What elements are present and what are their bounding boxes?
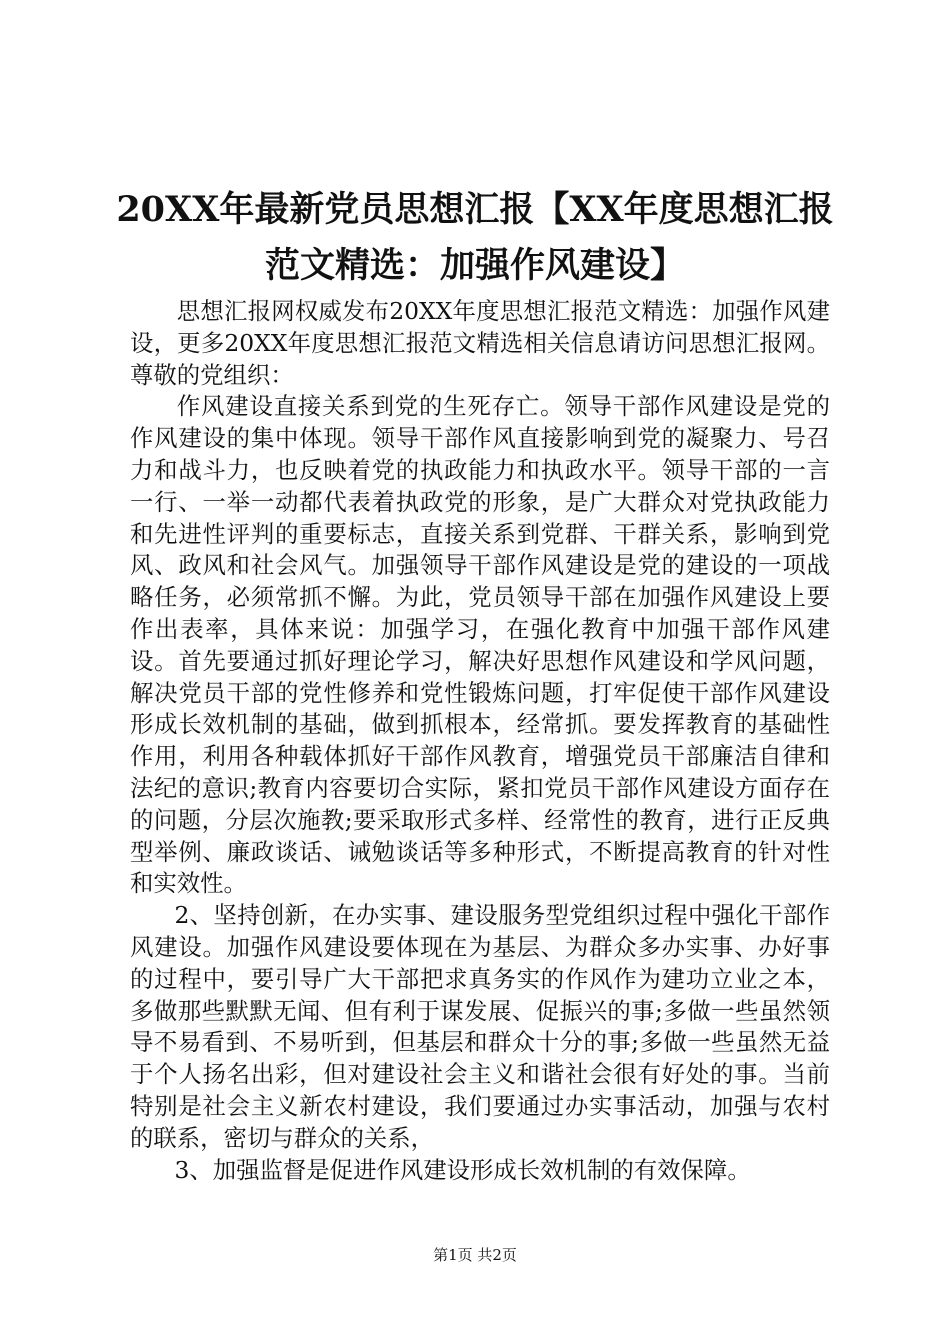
paragraph-main: 作风建设直接关系到党的生死存亡。领导干部作风建设是党的作风建设的集中体现。领导干部作风直接影响到党的凝聚力、号召力和战斗力，也反映着党的执政能力和执政水平。领导干部的一言一行、一举一动都代表着执政党的形象，是广大群众对党执政能力和先进性评判的重要标志，直接关系到党群、干群关系，影响到党风、政风和社会风气。加强领导干部作风建设是党的建设的一项战略任务，必须常抓不懈。为此，党员领导干部在加强作风建设上要作出表率，具体来说：加强学习，在强化教育中加强干部作风建设。首先要通过抓好理论学习，解决好思想作风建设和学风问题，解决党员干部的党性修养和党性锻炼问题，打牢促使干部作风建设形成长效机制的基础，做到抓根本，经常抓。要发挥教育的基础性作用，利用各种载体抓好干部作风教育，增强党员干部廉洁自律和法纪的意识;教育内容要切合实际，紧扣党员干部作风建设方面存在的问题，分层次施教;要采取形式多样、经常性的教育，进行正反典型举例、廉政谈话、诫勉谈话等多种形式，不断提高教育的针对性和实效性。 xyxy=(130,392,830,898)
document-title xyxy=(90,182,860,294)
paragraph-point-2: 2、坚持创新，在办实事、建设服务型党组织过程中强化干部作风建设。加强作风建设要体现在为基层、为群众多办实事、办好事的过程中，要引导广大干部把求真务实的作风作为建功立业之本，多做那些默默无闻、但有利于谋发展、促振兴的事;多做一些虽然领导不易看到、不易听到，但基层和群众十分的事;多做一些虽然无益于个人扬名出彩，但对建设社会主义和谐社会很有好处的事。当前特别是社会主义新农村建设，我们要通过办实事活动，加强与农村的联系，密切与群众的关系， xyxy=(130,901,830,1152)
paragraph-point-3: 3、加强监督是促进作风建设形成长效机制的有效保障。 xyxy=(174,1155,751,1184)
paragraph-intro: 思想汇报网权威发布20XX年度思想汇报范文精选：加强作风建设，更多20XX年度思想汇报范文精选相关信息请访问思想汇报网。尊敬的党组织： xyxy=(130,297,830,389)
title-line-2: 范文精选：加强作风建设】 xyxy=(264,245,685,286)
document-body xyxy=(130,296,830,1186)
title-line-1: 20XX年最新党员思想汇报【XX年度思想汇报 xyxy=(116,189,834,230)
page-footer: 第1页 共2页 xyxy=(433,1246,517,1264)
